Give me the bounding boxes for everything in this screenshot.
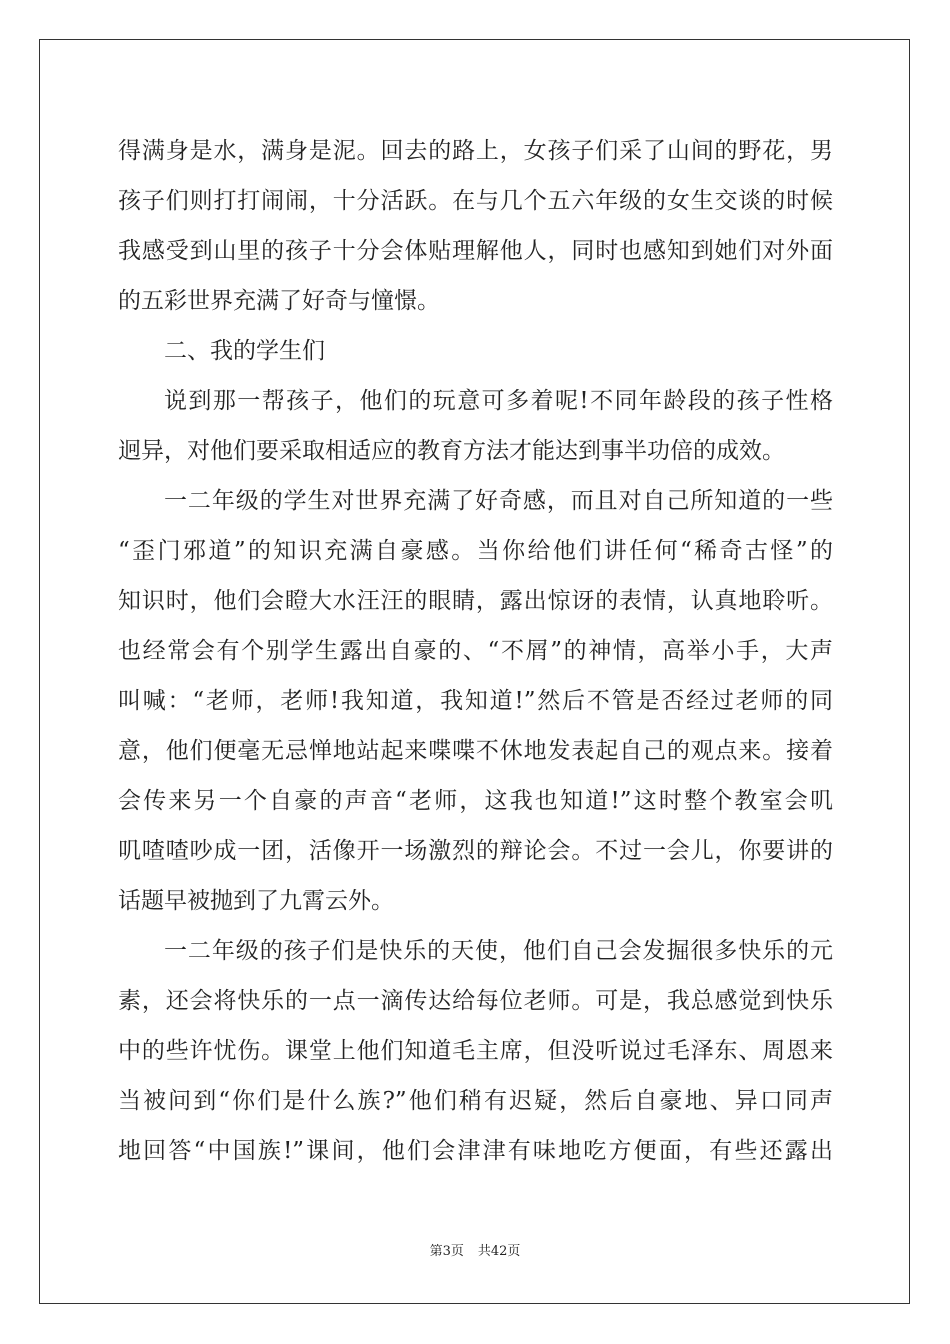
text-line: 会传来另一个自豪的声音“老师，这我也知道!”这时整个教室会叽 [118, 788, 833, 814]
page-footer [0, 1240, 950, 1259]
section-heading: 二、我的学生们 [164, 338, 325, 364]
text-line: “歪门邪道”的知识充满自豪感。当你给他们讲任何“稀奇古怪”的 [118, 538, 833, 564]
text-line: 迥异，对他们要采取相适应的教育方法才能达到事半功倍的成效。 [118, 438, 785, 464]
text-line: 知识时，他们会瞪大水汪汪的眼睛，露出惊讶的表情，认真地聆听。 [118, 588, 833, 614]
text-line: 素，还会将快乐的一点一滴传达给每位老师。可是，我总感觉到快乐 [118, 988, 833, 1014]
page-number: 第3页 [429, 1244, 464, 1259]
document-body [118, 126, 833, 1176]
text-line: 地回答“中国族!”课间，他们会津津有味地吃方便面，有些还露出 [118, 1138, 833, 1164]
text-line: 中的些许忧伤。课堂上他们知道毛主席，但没听说过毛泽东、周恩来 [118, 1038, 833, 1064]
text-line: 说到那一帮孩子，他们的玩意可多着呢!不同年龄段的孩子性格 [164, 388, 833, 414]
text-line: 也经常会有个别学生露出自豪的、“不屑”的神情，高举小手，大声 [118, 638, 833, 664]
text-line: 的五彩世界充满了好奇与憧憬。 [118, 288, 440, 314]
text-line: 当被问到“你们是什么族?”他们稍有迟疑，然后自豪地、异口同声 [118, 1088, 833, 1114]
text-line: 话题早被抛到了九霄云外。 [118, 888, 394, 914]
page-total: 共42页 [477, 1244, 521, 1259]
text-line: 一二年级的孩子们是快乐的天使，他们自己会发掘很多快乐的元 [164, 938, 833, 964]
text-line: 意，他们便毫无忌惮地站起来喋喋不休地发表起自己的观点来。接着 [118, 738, 833, 764]
text-line: 我感受到山里的孩子十分会体贴理解他人，同时也感知到她们对外面 [118, 238, 833, 264]
text-line: 叫喊：“老师，老师!我知道，我知道!”然后不管是否经过老师的同 [118, 688, 833, 714]
text-line: 孩子们则打打闹闹，十分活跃。在与几个五六年级的女生交谈的时候 [118, 188, 833, 214]
text-line: 得满身是水，满身是泥。回去的路上，女孩子们采了山间的野花，男 [118, 138, 833, 164]
text-line: 叽喳喳吵成一团，活像开一场激烈的辩论会。不过一会儿，你要讲的 [118, 838, 833, 864]
text-line: 一二年级的学生对世界充满了好奇感，而且对自己所知道的一些 [164, 488, 833, 514]
